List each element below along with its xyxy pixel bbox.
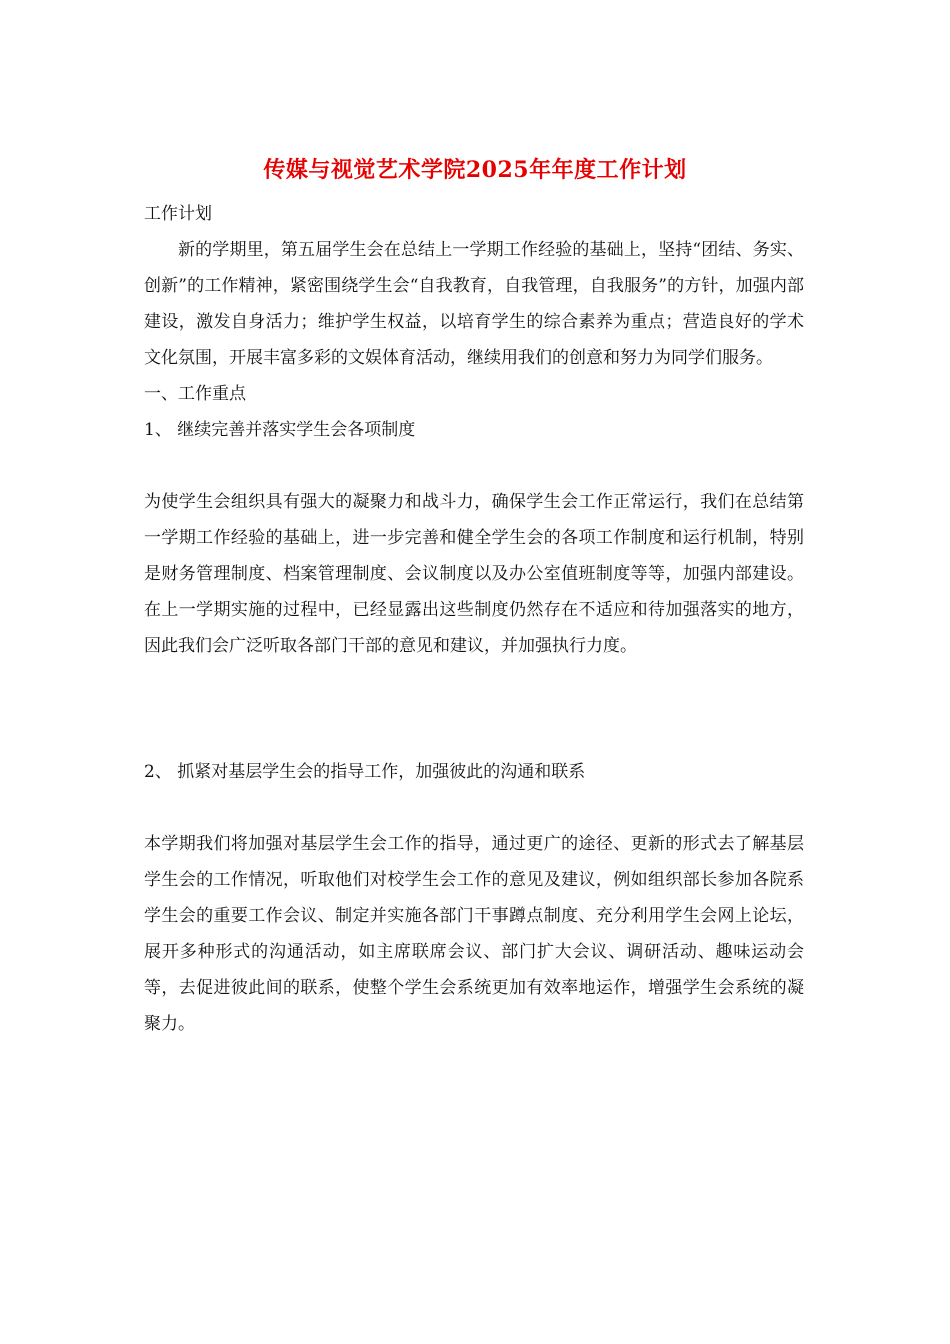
section-heading: 一、工作重点 [144, 384, 246, 404]
subtitle: 工作计划 [144, 204, 212, 224]
item1-heading: 1、 继续完善并落实学生会各项制度 [144, 420, 416, 440]
item1-body: 为使学生会组织具有强大的凝聚力和战斗力，确保学生会工作正常运行，我们在总结第一学期工作经验的基础上，进一步完善和健全学生会的各项工作制度和运行机制，特别是财务管理制度、档案管理制度、会议制度以及办公室值班制度等等，加强内部建设。在上一学期实施的过程中，已经显露出这些制度仍然存在不适应和待加强落实的地方，因此我们会广泛听取各部门干部的意见和建议，并加强执行力度。 [144, 492, 804, 656]
document-body [144, 196, 804, 1042]
spacer [144, 664, 804, 754]
item2-body: 本学期我们将加强对基层学生会工作的指导，通过更广的途径、更新的形式去了解基层学生会的工作情况，听取他们对校学生会工作的意见及建议，例如组织部长参加各院系学生会的重要工作会议、制定并实施各部门干事蹲点制度、充分利用学生会网上论坛，展开多种形式的沟通活动，如主席联席会议、部门扩大会议、调研活动、趣味运动会等，去促进彼此间的联系，使整个学生会系统更加有效率地运作，增强学生会系统的凝聚力。 [144, 834, 804, 1034]
document-title: 传媒与视觉艺术学院2025年年度工作计划 [263, 157, 687, 183]
spacer [144, 448, 804, 484]
intro-paragraph: 新的学期里，第五届学生会在总结上一学期工作经验的基础上，坚持“团结、务实、创新”的工作精神，紧密围绕学生会“自我教育，自我管理，自我服务”的方针，加强内部建设，激发自身活力；维护学生权益，以培育学生的综合素养为重点；营造良好的学术文化氛围，开展丰富多彩的文娱体育活动，继续用我们的创意和努力为同学们服务。 [144, 240, 804, 368]
item2-heading: 2、 抓紧对基层学生会的指导工作，加强彼此的沟通和联系 [144, 762, 586, 782]
spacer [144, 790, 804, 826]
